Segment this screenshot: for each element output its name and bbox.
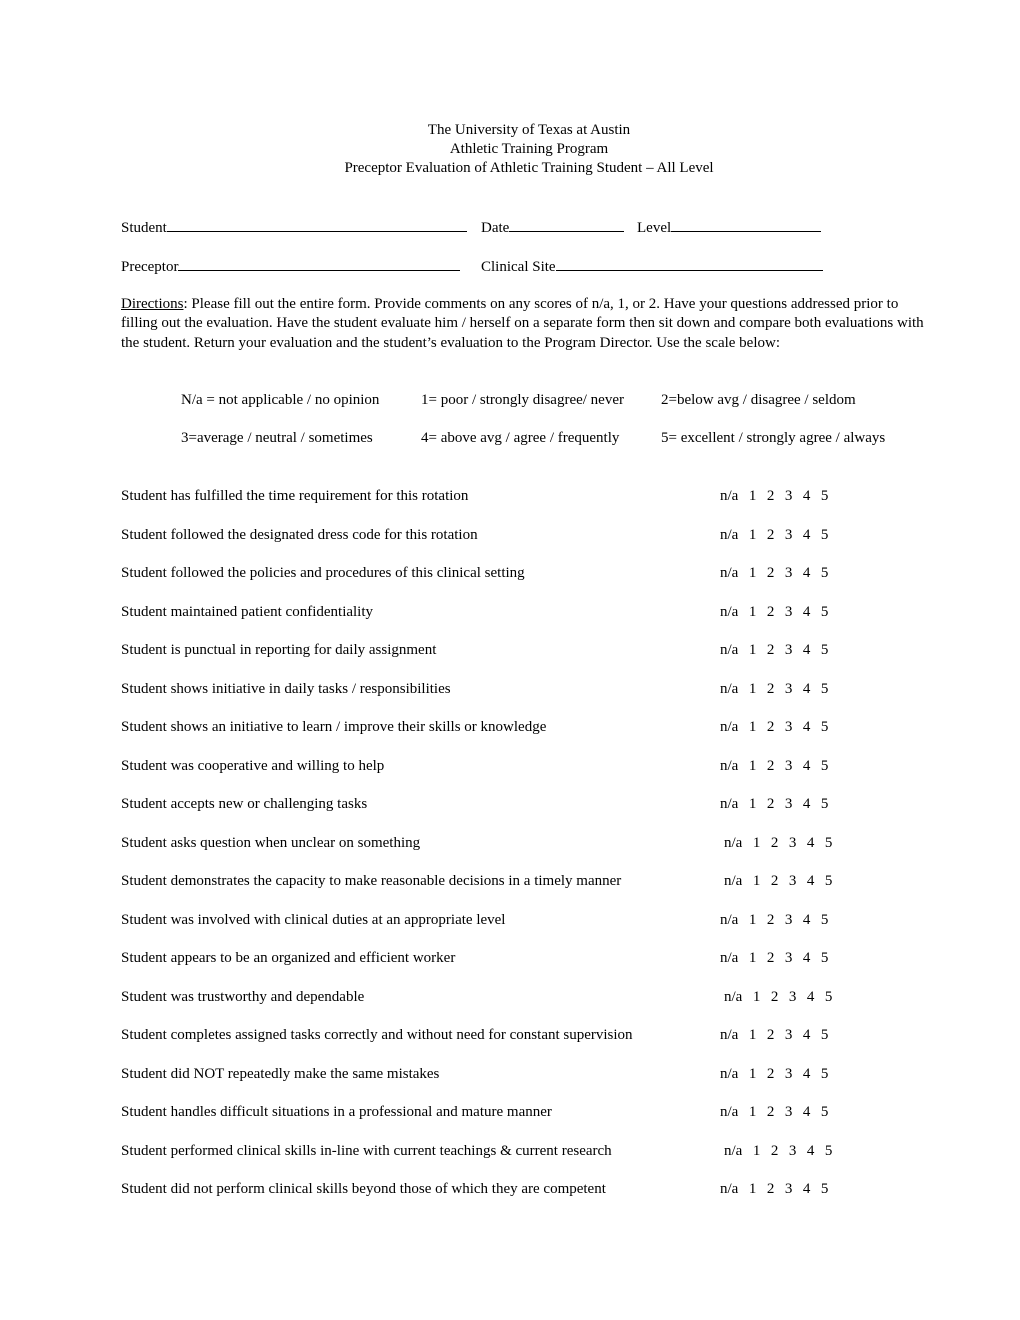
rating-option[interactable]: 1 xyxy=(752,1142,761,1159)
directions xyxy=(121,295,936,353)
rating-options xyxy=(720,681,839,698)
rating-option[interactable]: 3 xyxy=(784,526,793,543)
rating-option[interactable]: n/a xyxy=(720,526,739,543)
evaluation-item xyxy=(121,835,881,855)
rating-option[interactable]: 5 xyxy=(824,1142,833,1159)
preceptor-label: Preceptor xyxy=(121,259,179,275)
rating-option[interactable]: 5 xyxy=(820,1065,829,1082)
rating-option[interactable]: 5 xyxy=(820,719,829,735)
rating-options xyxy=(720,719,839,736)
rating-option[interactable]: n/a xyxy=(720,757,739,774)
rating-option[interactable]: 1 xyxy=(748,757,757,774)
rating-options xyxy=(720,950,839,967)
rating-option[interactable]: n/a xyxy=(720,911,739,928)
rating-option[interactable]: 1 xyxy=(748,565,757,581)
rating-option[interactable]: 4 xyxy=(806,988,815,1005)
item-statement: Student was cooperative and willing to help xyxy=(121,757,385,774)
rating-option[interactable]: 3 xyxy=(784,488,793,504)
date-blank[interactable] xyxy=(509,218,624,232)
rating-option[interactable]: n/a xyxy=(720,603,739,620)
item-statement: Student appears to be an organized and efficient worker xyxy=(121,950,456,966)
rating-option[interactable]: n/a xyxy=(724,988,743,1005)
rating-option[interactable]: 5 xyxy=(820,488,829,504)
rating-options xyxy=(720,1104,839,1121)
rating-option[interactable]: 4 xyxy=(802,1104,811,1120)
evaluation-item xyxy=(121,1104,881,1124)
rating-option[interactable]: 4 xyxy=(802,565,811,581)
evaluation-item xyxy=(121,873,881,893)
rating-option[interactable]: 4 xyxy=(802,719,811,735)
rating-option[interactable]: 2 xyxy=(766,565,775,581)
rating-option[interactable]: 2 xyxy=(766,488,775,504)
rating-option[interactable]: 1 xyxy=(752,834,761,851)
item-statement: Student followed the designated dress code for this rotation xyxy=(121,526,478,543)
student-blank[interactable] xyxy=(167,218,467,232)
rating-options xyxy=(724,1143,843,1160)
rating-option[interactable]: 2 xyxy=(766,1027,775,1043)
rating-options xyxy=(720,527,839,544)
item-statement: Student accepts new or challenging tasks xyxy=(121,796,368,812)
item-statement: Student maintained patient confidentiality xyxy=(121,603,374,620)
rating-option[interactable]: 5 xyxy=(824,873,833,889)
rating-options xyxy=(720,758,839,775)
directions-label: Directions xyxy=(121,296,184,312)
rating-option[interactable]: 2 xyxy=(766,1104,775,1120)
date-label: Date xyxy=(481,220,510,236)
scale-5: 5= excellent / strongly agree / always xyxy=(661,430,886,446)
rating-option[interactable]: 4 xyxy=(802,526,811,543)
rating-option[interactable]: 3 xyxy=(784,1181,793,1197)
rating-option[interactable]: 2 xyxy=(766,719,775,735)
form-title: Preceptor Evaluation of Athletic Training Student – All Level xyxy=(344,160,714,176)
rating-option[interactable]: 3 xyxy=(784,603,793,620)
rating-option[interactable]: 1 xyxy=(748,1104,757,1120)
evaluation-item xyxy=(121,1027,881,1047)
rating-option[interactable]: 5 xyxy=(820,565,829,581)
rating-option[interactable]: n/a xyxy=(720,488,739,504)
clinical-site-field[interactable] xyxy=(481,257,823,276)
student-label: Student xyxy=(121,220,167,236)
rating-option[interactable]: 3 xyxy=(788,834,797,851)
student-field[interactable] xyxy=(121,218,467,237)
rating-option[interactable]: 3 xyxy=(784,1104,793,1120)
item-statement: Student completes assigned tasks correctly and without need for constant supervision xyxy=(121,1027,633,1043)
rating-option[interactable]: n/a xyxy=(724,834,743,851)
rating-option[interactable]: 2 xyxy=(766,911,775,928)
rating-options xyxy=(724,835,843,852)
level-label: Level xyxy=(637,220,672,236)
rating-option[interactable]: 4 xyxy=(802,1181,811,1197)
scale-2: 2=below avg / disagree / seldom xyxy=(661,392,856,408)
rating-option[interactable]: 5 xyxy=(824,988,833,1005)
evaluation-item xyxy=(121,912,881,932)
rating-option[interactable]: 1 xyxy=(748,603,757,620)
rating-options xyxy=(720,1066,839,1083)
rating-option[interactable]: 1 xyxy=(748,950,757,966)
rating-options xyxy=(720,565,839,582)
rating-option[interactable]: 4 xyxy=(806,834,815,851)
evaluation-item xyxy=(121,989,881,1009)
clinical-site-label: Clinical Site xyxy=(481,259,556,275)
rating-option[interactable]: 5 xyxy=(820,1104,829,1120)
rating-option[interactable]: 3 xyxy=(788,873,797,889)
rating-options xyxy=(720,1027,839,1044)
rating-option[interactable]: 4 xyxy=(802,757,811,774)
rating-option[interactable]: 1 xyxy=(748,1181,757,1197)
rating-option[interactable]: 5 xyxy=(820,950,829,966)
evaluation-item xyxy=(121,681,881,701)
program-name: Athletic Training Program xyxy=(449,141,609,157)
scale-na: N/a = not applicable / no opinion xyxy=(181,392,380,408)
rating-option[interactable]: n/a xyxy=(720,1065,739,1082)
evaluation-item xyxy=(121,565,881,585)
directions-text: : Please fill out the entire form. Provide comments on any scores of n/a, 1, or 2. Have your questions addressed prior to filling out the evaluation. Have the student evaluate him / herself on a separate form then sit down and compare both evaluations with the student. Return your evaluation and the student’s evaluation to the Program Director. Use the scale below: xyxy=(121,296,924,351)
level-field[interactable] xyxy=(637,218,821,237)
rating-option[interactable]: 5 xyxy=(820,1027,829,1043)
rating-option[interactable]: 5 xyxy=(820,526,829,543)
rating-option[interactable]: 3 xyxy=(784,1027,793,1043)
rating-option[interactable]: n/a xyxy=(720,1027,739,1043)
rating-option[interactable]: 3 xyxy=(784,680,793,697)
item-statement: Student demonstrates the capacity to make reasonable decisions in a timely manner xyxy=(121,873,622,889)
rating-option[interactable]: 1 xyxy=(748,526,757,543)
item-statement: Student performed clinical skills in-line with current teachings & current research xyxy=(121,1142,612,1159)
rating-option[interactable]: n/a xyxy=(720,565,739,581)
rating-option[interactable]: 3 xyxy=(784,796,793,812)
rating-option[interactable]: 1 xyxy=(748,719,757,735)
item-statement: Student shows an initiative to learn / improve their skills or knowledge xyxy=(121,719,547,735)
item-statement: Student asks question when unclear on something xyxy=(121,834,421,851)
evaluation-item xyxy=(121,527,881,547)
rating-option[interactable]: 5 xyxy=(824,834,833,851)
rating-option[interactable]: 1 xyxy=(748,911,757,928)
date-field[interactable] xyxy=(481,218,624,237)
rating-option[interactable]: 4 xyxy=(802,950,811,966)
rating-option[interactable]: 4 xyxy=(802,796,811,812)
evaluation-item xyxy=(121,1181,881,1201)
rating-option[interactable]: 4 xyxy=(806,873,815,889)
rating-option[interactable]: 2 xyxy=(770,834,779,851)
scale-1: 1= poor / strongly disagree/ never xyxy=(421,392,624,408)
rating-option[interactable]: 1 xyxy=(748,488,757,504)
rating-option[interactable]: n/a xyxy=(724,1142,743,1159)
preceptor-blank[interactable] xyxy=(178,257,460,271)
evaluation-item xyxy=(121,796,881,816)
rating-option[interactable]: 5 xyxy=(820,911,829,928)
scale-3: 3=average / neutral / sometimes xyxy=(181,430,373,446)
evaluation-item xyxy=(121,488,881,508)
rating-option[interactable]: 2 xyxy=(770,1142,779,1159)
rating-option[interactable]: 2 xyxy=(766,1181,775,1197)
evaluation-item xyxy=(121,719,881,739)
rating-option[interactable]: 1 xyxy=(748,680,757,697)
rating-option[interactable]: 2 xyxy=(766,950,775,966)
evaluation-item xyxy=(121,642,881,662)
rating-option[interactable]: 1 xyxy=(752,873,761,889)
rating-option[interactable]: 4 xyxy=(802,488,811,504)
rating-option[interactable]: 3 xyxy=(784,565,793,581)
evaluation-item xyxy=(121,1143,881,1163)
item-statement: Student was involved with clinical duties at an appropriate level xyxy=(121,911,506,928)
rating-option[interactable]: n/a xyxy=(720,1104,739,1120)
item-statement: Student followed the policies and procedures of this clinical setting xyxy=(121,565,525,581)
rating-option[interactable]: 3 xyxy=(788,1142,797,1159)
rating-option[interactable]: 1 xyxy=(748,1065,757,1082)
rating-option[interactable]: 4 xyxy=(802,603,811,620)
rating-options xyxy=(720,604,839,621)
evaluation-item xyxy=(121,950,881,970)
rating-option[interactable]: 4 xyxy=(802,680,811,697)
rating-option[interactable]: 3 xyxy=(784,1065,793,1082)
rating-options xyxy=(724,873,843,890)
rating-option[interactable]: 3 xyxy=(784,911,793,928)
rating-options xyxy=(720,1181,839,1198)
scale-4: 4= above avg / agree / frequently xyxy=(421,430,620,446)
rating-option[interactable]: 2 xyxy=(766,526,775,543)
rating-option[interactable]: 3 xyxy=(784,642,793,658)
rating-option[interactable]: 5 xyxy=(820,603,829,620)
clinical-site-blank[interactable] xyxy=(556,257,823,271)
rating-option[interactable]: 3 xyxy=(788,988,797,1005)
item-statement: Student has fulfilled the time requirement for this rotation xyxy=(121,488,469,504)
rating-option[interactable]: n/a xyxy=(720,642,739,658)
rating-option[interactable]: n/a xyxy=(720,950,739,966)
evaluation-item xyxy=(121,604,881,624)
rating-option[interactable]: 1 xyxy=(748,1027,757,1043)
level-blank[interactable] xyxy=(671,218,821,232)
rating-option[interactable]: n/a xyxy=(720,680,739,697)
rating-option[interactable]: 2 xyxy=(766,796,775,812)
rating-option[interactable]: n/a xyxy=(720,1181,739,1197)
rating-option[interactable]: 4 xyxy=(806,1142,815,1159)
rating-option[interactable]: 2 xyxy=(770,988,779,1005)
rating-options xyxy=(720,912,839,929)
rating-option[interactable]: 3 xyxy=(784,719,793,735)
item-statement: Student is punctual in reporting for daily assignment xyxy=(121,642,437,658)
rating-option[interactable]: 5 xyxy=(820,642,829,658)
item-statement: Student did not perform clinical skills beyond those of which they are competent xyxy=(121,1181,606,1197)
rating-option[interactable]: 4 xyxy=(802,911,811,928)
rating-option[interactable]: 3 xyxy=(784,950,793,966)
rating-options xyxy=(724,989,843,1006)
rating-option[interactable]: 5 xyxy=(820,680,829,697)
rating-option[interactable]: 5 xyxy=(820,1181,829,1197)
rating-option[interactable]: 3 xyxy=(784,757,793,774)
rating-option[interactable]: 2 xyxy=(766,603,775,620)
rating-option[interactable]: 1 xyxy=(748,796,757,812)
item-statement: Student was trustworthy and dependable xyxy=(121,988,365,1005)
rating-option[interactable]: 4 xyxy=(802,1065,811,1082)
rating-option[interactable]: n/a xyxy=(720,796,739,812)
evaluation-item xyxy=(121,758,881,778)
evaluation-item xyxy=(121,1066,881,1086)
rating-option[interactable]: 2 xyxy=(766,1065,775,1082)
rating-option[interactable]: 1 xyxy=(748,642,757,658)
preceptor-field[interactable] xyxy=(121,257,460,276)
rating-option[interactable]: 5 xyxy=(820,757,829,774)
rating-option[interactable]: n/a xyxy=(720,719,739,735)
rating-option[interactable]: 1 xyxy=(752,988,761,1005)
rating-options xyxy=(720,488,839,505)
rating-option[interactable]: 4 xyxy=(802,642,811,658)
rating-options xyxy=(720,642,839,659)
rating-option[interactable]: 2 xyxy=(766,680,775,697)
rating-option[interactable]: 2 xyxy=(766,757,775,774)
rating-option[interactable]: n/a xyxy=(724,873,743,889)
rating-options xyxy=(720,796,839,813)
rating-option[interactable]: 5 xyxy=(820,796,829,812)
rating-option[interactable]: 2 xyxy=(766,642,775,658)
rating-option[interactable]: 2 xyxy=(770,873,779,889)
item-statement: Student shows initiative in daily tasks / responsibilities xyxy=(121,680,451,697)
item-statement: Student handles difficult situations in a professional and mature manner xyxy=(121,1104,552,1120)
university-name: The University of Texas at Austin xyxy=(427,122,631,138)
item-statement: Student did NOT repeatedly make the same mistakes xyxy=(121,1065,440,1082)
rating-option[interactable]: 4 xyxy=(802,1027,811,1043)
